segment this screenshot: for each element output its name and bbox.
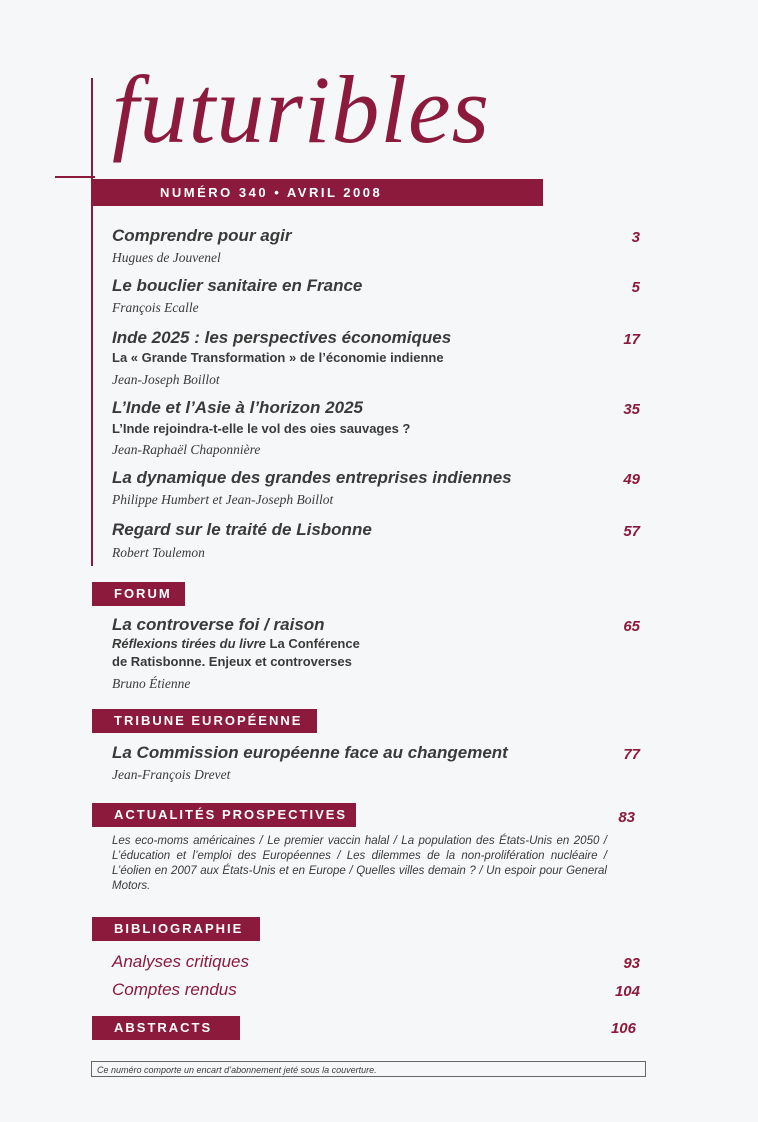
article-author: Philippe Humbert et Jean-Joseph Boillot: [112, 492, 334, 507]
tribune-author: Jean-François Drevet: [112, 767, 231, 782]
tribune-title[interactable]: La Commission européenne face au changement: [112, 743, 508, 762]
bibliography-item[interactable]: Comptes rendus: [112, 980, 237, 999]
page-number: 93: [623, 955, 640, 972]
page-number: 77: [623, 746, 640, 763]
article-title[interactable]: La dynamique des grandes entreprises indiennes: [112, 468, 512, 487]
article-author: Hugues de Jouvenel: [112, 250, 221, 265]
bibliographie-banner: BIBLIOGRAPHIE: [92, 917, 260, 941]
subscription-note: Ce numéro comporte un encart d’abonnement jeté sous la couverture.: [91, 1061, 646, 1077]
actualites-topics: Les eco-moms américaines / Le premier vaccin halal / La population des États-Unis en 2050 / L’éducation et l’emploi des Européennes / Les dilemmes de la non-prolifération nucléaire / L’éolien en 2007 aux États-Unis et en Europe / Quelles villes demain ? / Un espoir pour General Motors.: [112, 835, 607, 892]
article-subtitle: L’Inde rejoindra-t-elle le vol des oies sauvages ?: [112, 421, 411, 436]
journal-logo: futuribles: [112, 56, 491, 163]
page-number: 57: [623, 523, 640, 540]
article-author: Jean-Raphaël Chaponnière: [112, 442, 261, 457]
forum-subtitle-book: La Conférence: [269, 636, 360, 651]
article-title[interactable]: Inde 2025 : les perspectives économiques: [112, 328, 452, 347]
article-author: Robert Toulemon: [112, 545, 205, 560]
article-author: Jean-Joseph Boillot: [112, 372, 220, 387]
page-number: 49: [623, 471, 640, 488]
forum-subtitle-line2: de Ratisbonne. Enjeux et controverses: [112, 654, 352, 669]
forum-subtitle: [112, 636, 360, 651]
masthead-rule: [55, 176, 95, 178]
actualites-banner: ACTUALITÉS PROSPECTIVES: [92, 803, 356, 827]
forum-author: Bruno Étienne: [112, 676, 191, 691]
abstracts-banner: ABSTRACTS: [92, 1016, 240, 1040]
article-subtitle: La « Grande Transformation » de l’économie indienne: [112, 350, 444, 365]
page-number: 5: [631, 279, 640, 296]
page-number: 65: [623, 618, 640, 635]
article-author: François Ecalle: [112, 300, 199, 315]
article-title[interactable]: Regard sur le traité de Lisbonne: [112, 520, 372, 539]
page-number: 3: [631, 229, 640, 246]
article-title[interactable]: L’Inde et l’Asie à l’horizon 2025: [112, 398, 363, 417]
page-number: 106: [610, 1020, 636, 1037]
page-number: 104: [614, 983, 640, 1000]
page-number: 83: [618, 809, 635, 826]
forum-title[interactable]: La controverse foi / raison: [112, 615, 325, 634]
bibliography-item[interactable]: Analyses critiques: [112, 952, 250, 971]
article-title[interactable]: Le bouclier sanitaire en France: [112, 276, 363, 295]
forum-subtitle-intro: Réflexions tirées du livre: [112, 636, 266, 651]
issue-banner: NUMÉRO 340 • AVRIL 2008: [92, 179, 543, 206]
page-number: 17: [623, 331, 640, 348]
tribune-banner: TRIBUNE EUROPÉENNE: [92, 709, 317, 733]
article-title[interactable]: Comprendre pour agir: [112, 226, 292, 245]
forum-banner: FORUM: [92, 582, 185, 606]
page-number: 35: [623, 401, 640, 418]
margin-rule: [91, 78, 93, 566]
